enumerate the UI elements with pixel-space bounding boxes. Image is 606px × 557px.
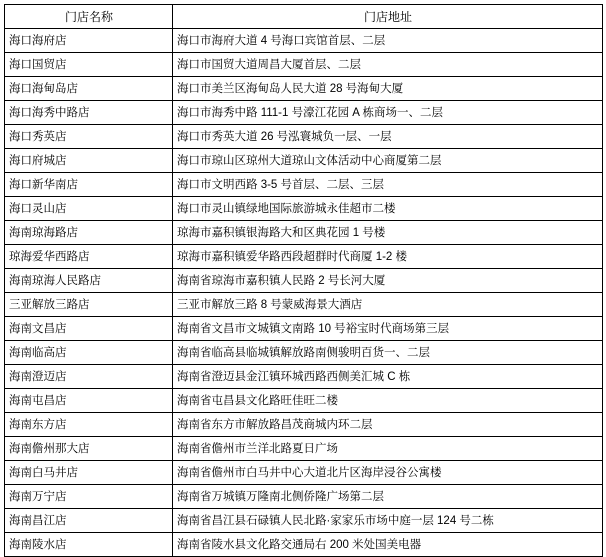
store-table: [4, 4, 603, 557]
store-name: 海南陵水店: [5, 533, 173, 557]
table-row: [5, 365, 603, 389]
table-row: [5, 53, 603, 77]
column-header-store-name: 门店名称: [5, 5, 173, 29]
store-name: 海口新华南店: [5, 173, 173, 197]
store-name: 海南文昌店: [5, 317, 173, 341]
table-row: [5, 461, 603, 485]
store-name: 海口海府店: [5, 29, 173, 53]
table-row: [5, 413, 603, 437]
table-row: [5, 125, 603, 149]
store-address: 海南省临高县临城镇解放路南侧骏明百货一、二层: [173, 341, 603, 365]
table-row: [5, 197, 603, 221]
store-address: 海南省文昌市文城镇文南路 10 号裕宝时代商场第三层: [173, 317, 603, 341]
table-row: [5, 437, 603, 461]
store-address: 海南省琼海市嘉积镇人民路 2 号长河大厦: [173, 269, 603, 293]
column-header-store-address: 门店地址: [173, 5, 603, 29]
store-address: 海口市海府大道 4 号海口宾馆首层、二层: [173, 29, 603, 53]
store-address: 海南省儋州市白马井中心大道北片区海岸浸谷公寓楼: [173, 461, 603, 485]
store-address: 海南省澄迈县金江镇环城西路西侧美汇城 C 栋: [173, 365, 603, 389]
store-address: 海口市灵山镇绿地国际旅游城永佳超市二楼: [173, 197, 603, 221]
table-row: [5, 269, 603, 293]
store-name: 海口灵山店: [5, 197, 173, 221]
store-address: 海口市国贸大道周昌大厦首层、二层: [173, 53, 603, 77]
store-address: 海口市秀英大道 26 号泓寰城负一层、一层: [173, 125, 603, 149]
table-row: [5, 101, 603, 125]
table-row: [5, 509, 603, 533]
store-address: 海南省万城镇万隆南北侧侨隆广场第二层: [173, 485, 603, 509]
table-row: [5, 293, 603, 317]
store-address: 三亚市解放三路 8 号蒙威海景大酒店: [173, 293, 603, 317]
store-name: 海南儋州那大店: [5, 437, 173, 461]
store-name: 海南屯昌店: [5, 389, 173, 413]
store-address: 海南省屯昌县文化路旺佳旺二楼: [173, 389, 603, 413]
table-row: [5, 29, 603, 53]
store-address: 海口市文明西路 3-5 号首层、二层、三层: [173, 173, 603, 197]
table-row: [5, 245, 603, 269]
store-name: 海南琼海人民路店: [5, 269, 173, 293]
store-address: 海口市美兰区海甸岛人民大道 28 号海甸大厦: [173, 77, 603, 101]
store-address: 海南省东方市解放路昌茂商城内环二层: [173, 413, 603, 437]
store-name: 三亚解放三路店: [5, 293, 173, 317]
table-row: [5, 317, 603, 341]
store-address: 海口市海秀中路 111-1 号濠江花园 A 栋商场一、二层: [173, 101, 603, 125]
store-address: 海南省儋州市兰洋北路夏日广场: [173, 437, 603, 461]
store-name: 琼海爱华西路店: [5, 245, 173, 269]
store-name: 海南东方店: [5, 413, 173, 437]
store-address: 海口市琼山区琼州大道琼山文体活动中心商厦第二层: [173, 149, 603, 173]
table-header-row: [5, 5, 603, 29]
store-address: 琼海市嘉积镇爱华路西段超群时代商厦 1-2 楼: [173, 245, 603, 269]
store-address: 海南省昌江县石碌镇人民北路·家家乐市场中庭一层 124 号二栋: [173, 509, 603, 533]
table-row: [5, 221, 603, 245]
store-address: 琼海市嘉积镇银海路大和区典花园 1 号楼: [173, 221, 603, 245]
table-row: [5, 149, 603, 173]
store-name: 海口国贸店: [5, 53, 173, 77]
store-name: 海南临高店: [5, 341, 173, 365]
store-name: 海南琼海路店: [5, 221, 173, 245]
store-name: 海口海甸岛店: [5, 77, 173, 101]
store-name: 海口秀英店: [5, 125, 173, 149]
store-name: 海南昌江店: [5, 509, 173, 533]
table-row: [5, 389, 603, 413]
table-row: [5, 485, 603, 509]
table-row: [5, 341, 603, 365]
store-address: 海南省陵水县文化路交通局右 200 米处国美电器: [173, 533, 603, 557]
table-row: [5, 533, 603, 557]
store-name: 海南万宁店: [5, 485, 173, 509]
store-name: 海南澄迈店: [5, 365, 173, 389]
table-row: [5, 77, 603, 101]
store-name: 海口海秀中路店: [5, 101, 173, 125]
table-row: [5, 173, 603, 197]
store-name: 海口府城店: [5, 149, 173, 173]
store-name: 海南白马井店: [5, 461, 173, 485]
